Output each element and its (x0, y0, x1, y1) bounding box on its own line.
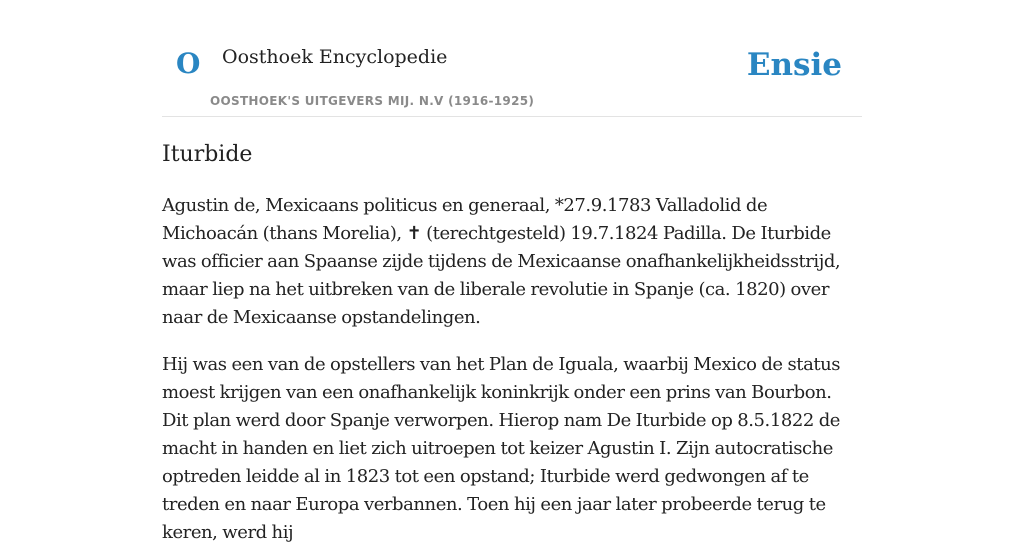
paragraph-text: Agustin de, Mexicaans politicus en generaal, *27.9.1783 Valladolid de Michoacán (thans Morelia), (162, 195, 768, 244)
site-header (162, 0, 862, 117)
article-paragraph (162, 192, 862, 332)
site-logo[interactable]: O (176, 47, 201, 80)
article-paragraph: Hij was een van de opstellers van het Plan de Iguala, waarbij Mexico de status moest krijgen van een onafhankelijk koninkrijk onder een prins van Bourbon. Dit plan werd door Spanje verworpen. Hierop nam De Iturbide op 8.5.1822 de macht in handen en liet zich uitroepen tot keizer Agustin I. Zijn autocratische optreden leidde al in 1823 tot een opstand; Iturbide werd gedwongen af te treden en naar Europa verbannen. Toen hij een jaar later probeerde terug te keren, werd hij (162, 354, 841, 543)
ensie-brand-link[interactable]: Ensie (746, 47, 842, 83)
site-title-link[interactable]: Oosthoek Encyclopedie (222, 46, 448, 68)
article (162, 140, 862, 547)
article-title: Iturbide (162, 142, 253, 167)
death-cross-icon: ✝ (406, 223, 422, 244)
publisher-subtitle: OOSTHOEK'S UITGEVERS MIJ. N.V (1916-1925) (210, 94, 535, 108)
paragraph-text: (terechtgesteld) 19.7.1824 Padilla. De Iturbide was officier aan Spaanse zijde tijdens de Mexicaanse onafhankelijkheidsstrijd, maar liep na het uitbreken van de liberale revolutie in Spanje (ca. 1820) over naar de Mexicaanse opstandelingen. (162, 223, 841, 328)
